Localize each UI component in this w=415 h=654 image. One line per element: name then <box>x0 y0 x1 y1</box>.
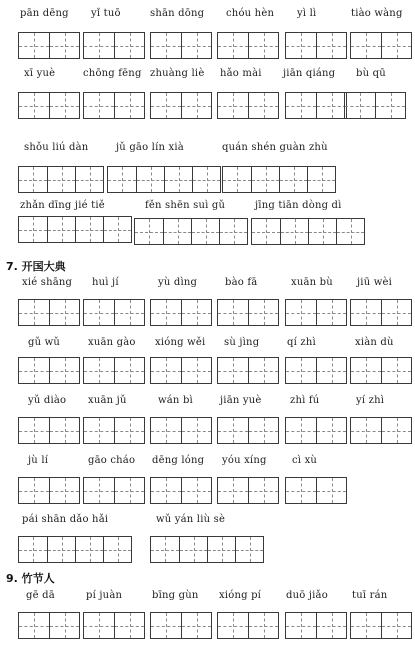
pinyin-label: xuān gào <box>88 337 136 348</box>
writing-grid-2[interactable] <box>350 612 412 639</box>
writing-grid-2[interactable] <box>83 477 145 504</box>
writing-grid-2[interactable] <box>217 299 279 326</box>
pinyin-label: xié shāng <box>22 277 73 288</box>
pinyin-label: shǒu liú dàn <box>24 142 89 153</box>
pinyin-label: yù dìng <box>158 277 198 288</box>
pinyin-label: pān dēng <box>20 8 69 19</box>
writing-grid-2[interactable] <box>83 32 145 59</box>
writing-grid-2[interactable] <box>285 612 347 639</box>
writing-grid-2[interactable] <box>150 32 212 59</box>
pinyin-label: jiān yuè <box>220 395 262 406</box>
writing-grid-4[interactable] <box>18 536 132 563</box>
pinyin-label: dēng lóng <box>152 455 205 466</box>
writing-grid-2[interactable] <box>83 92 145 119</box>
pinyin-label: xióng wěi <box>155 337 206 348</box>
pinyin-label: jǔ gāo lín xià <box>116 142 184 153</box>
pinyin-label: pí juàn <box>86 590 123 601</box>
writing-grid-2[interactable] <box>83 299 145 326</box>
pinyin-label: gǔ wǔ <box>28 337 61 348</box>
section-heading: 9. 竹节人 <box>6 572 55 585</box>
pinyin-label: xuān bù <box>291 277 333 288</box>
writing-grid-4[interactable] <box>222 166 336 193</box>
pinyin-label: jiū wèi <box>357 277 392 288</box>
writing-grid-4[interactable] <box>134 218 248 245</box>
writing-grid-2[interactable] <box>217 417 279 444</box>
writing-grid-2[interactable] <box>150 477 212 504</box>
pinyin-label: hǎo mài <box>220 68 262 79</box>
pinyin-label: tiào wàng <box>351 8 403 19</box>
pinyin-label: gāo cháo <box>88 455 136 466</box>
pinyin-label: jīng tiān dòng dì <box>255 200 342 211</box>
writing-grid-2[interactable] <box>83 417 145 444</box>
pinyin-label: yǐ tuō <box>91 8 121 19</box>
writing-grid-2[interactable] <box>285 417 347 444</box>
writing-grid-2[interactable] <box>150 612 212 639</box>
pinyin-label: shān dōng <box>150 8 205 19</box>
writing-grid-2[interactable] <box>18 612 80 639</box>
pinyin-label: xuān jǔ <box>88 395 127 406</box>
writing-grid-2[interactable] <box>150 357 212 384</box>
writing-grid-2[interactable] <box>83 357 145 384</box>
writing-grid-2[interactable] <box>18 417 80 444</box>
section-heading: 7. 开国大典 <box>6 260 66 273</box>
pinyin-label: jù lí <box>28 455 49 466</box>
writing-grid-2[interactable] <box>217 92 279 119</box>
writing-grid-2[interactable] <box>285 32 347 59</box>
pinyin-label: xióng pí <box>219 590 262 601</box>
pinyin-label: bīng gùn <box>152 590 199 601</box>
pinyin-label: cì xù <box>292 455 318 466</box>
pinyin-label: tuī rán <box>352 590 388 601</box>
pinyin-label: zhì fú <box>290 395 320 406</box>
pinyin-label: sù jìng <box>224 337 260 348</box>
writing-grid-4[interactable] <box>18 216 132 243</box>
writing-grid-2[interactable] <box>285 299 347 326</box>
pinyin-label: fěn shēn suì gǔ <box>145 200 226 211</box>
writing-grid-2[interactable] <box>83 612 145 639</box>
writing-grid-2[interactable] <box>350 357 412 384</box>
writing-grid-2[interactable] <box>18 477 80 504</box>
pinyin-label: duō jiǎo <box>286 590 328 601</box>
writing-grid-2[interactable] <box>18 92 80 119</box>
pinyin-label: yóu xíng <box>222 455 267 466</box>
pinyin-label: xiàn dù <box>355 337 394 348</box>
writing-grid-4[interactable] <box>251 218 365 245</box>
pinyin-label: quán shén guàn zhù <box>222 142 328 153</box>
pinyin-label: chōng fēng <box>83 68 142 79</box>
writing-grid-2[interactable] <box>18 357 80 384</box>
writing-grid-2[interactable] <box>285 357 347 384</box>
writing-grid-2[interactable] <box>150 299 212 326</box>
writing-grid-2[interactable] <box>150 92 212 119</box>
writing-grid-2[interactable] <box>18 299 80 326</box>
writing-grid-2[interactable] <box>18 32 80 59</box>
pinyin-label: chóu hèn <box>226 8 275 19</box>
writing-grid-2[interactable] <box>217 357 279 384</box>
pinyin-label: wán bì <box>158 395 193 406</box>
pinyin-label: xī yuè <box>24 68 56 79</box>
pinyin-label: yí zhì <box>356 395 385 406</box>
writing-grid-3[interactable] <box>18 166 104 193</box>
pinyin-label: pái shān dǎo hǎi <box>22 514 109 525</box>
writing-grid-2[interactable] <box>285 477 347 504</box>
writing-grid-2[interactable] <box>217 477 279 504</box>
pinyin-label: bù qū <box>356 68 386 79</box>
pinyin-label: qí zhì <box>287 337 316 348</box>
pinyin-label: bào fā <box>225 277 258 288</box>
pinyin-label: gē dā <box>26 590 55 601</box>
pinyin-label: zhǎn dīng jié tiě <box>20 200 105 211</box>
writing-grid-2[interactable] <box>217 612 279 639</box>
pinyin-label: huì jí <box>92 277 119 288</box>
writing-grid-4[interactable] <box>107 166 221 193</box>
pinyin-label: yì lì <box>297 8 317 19</box>
writing-grid-2[interactable] <box>350 32 412 59</box>
pinyin-label: jiān qiáng <box>283 68 336 79</box>
writing-grid-2[interactable] <box>285 92 347 119</box>
pinyin-label: wǔ yán liù sè <box>156 514 226 525</box>
writing-grid-2[interactable] <box>217 32 279 59</box>
writing-grid-2[interactable] <box>344 92 406 119</box>
writing-grid-2[interactable] <box>150 417 212 444</box>
writing-grid-2[interactable] <box>350 417 412 444</box>
pinyin-label: yǔ diào <box>28 395 67 406</box>
pinyin-label: zhuàng liè <box>150 68 205 79</box>
writing-grid-4[interactable] <box>150 536 264 563</box>
writing-grid-2[interactable] <box>350 299 412 326</box>
